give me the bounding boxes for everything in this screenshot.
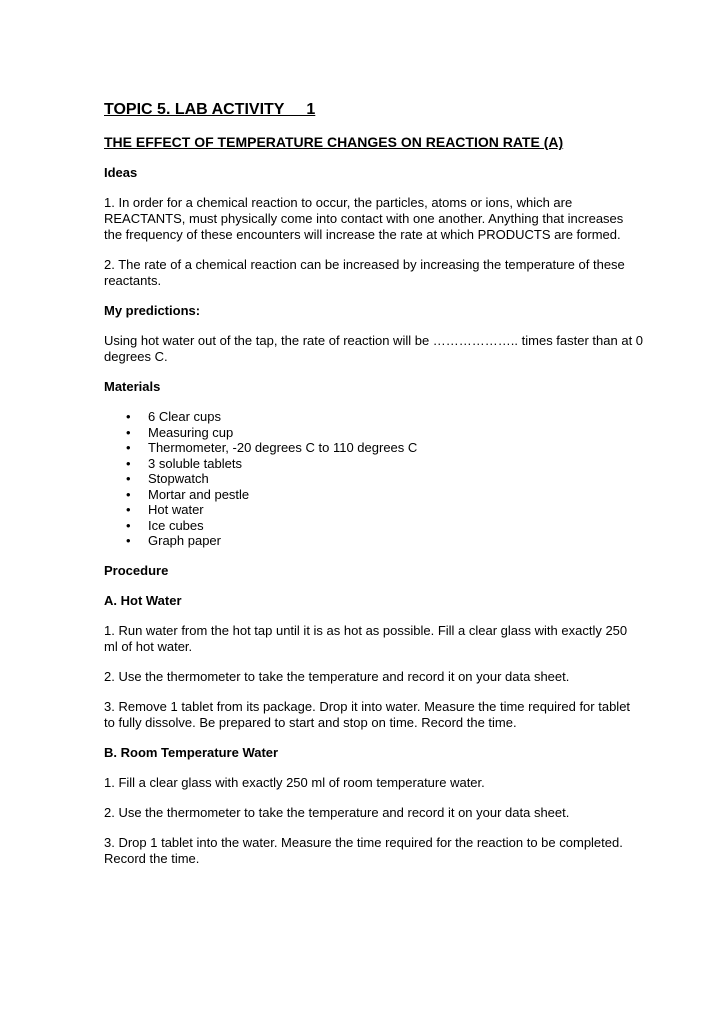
list-item — [126, 409, 644, 425]
hot-water-step-2: 2. Use the thermometer to take the temperature and record it on your data sheet. — [104, 668, 570, 684]
list-item — [126, 456, 644, 472]
room-temp-heading: B. Room Temperature Water — [104, 744, 279, 760]
bullet-icon: • — [126, 502, 131, 517]
bullet-icon: • — [126, 440, 131, 455]
list-item — [126, 440, 644, 456]
ideas-heading: Ideas — [104, 165, 138, 180]
list-item — [126, 518, 644, 534]
bullet-icon: • — [126, 471, 131, 486]
bullet-icon: • — [126, 517, 131, 533]
hot-water-step-3: 3. Remove 1 tablet from its package. Drop it into water. Measure the time required for tablet to fully dissolve. Be prepared to start and stop on time. Record the time. — [104, 698, 631, 730]
ideas-paragraph-2: 2. The rate of a chemical reaction can be increased by increasing the temperature of these reactants. — [104, 257, 625, 288]
document-title: TOPIC 5. LAB ACTIVITY 1 — [104, 101, 316, 118]
list-item — [126, 425, 644, 441]
document-subtitle: THE EFFECT OF TEMPERATURE CHANGES ON REACTION RATE (A) — [104, 134, 564, 150]
list-item — [126, 533, 644, 549]
material-label: Mortar and pestle — [148, 486, 250, 502]
material-label: Thermometer, -20 degrees C to 110 degrees C — [148, 440, 418, 455]
bullet-icon: • — [126, 424, 131, 440]
materials-heading: Materials — [104, 379, 161, 394]
bullet-icon: • — [126, 455, 131, 471]
predictions-heading: My predictions: — [104, 303, 201, 318]
material-label: Hot water — [148, 502, 204, 517]
bullet-icon: • — [126, 533, 131, 548]
room-temp-step-1: 1. Fill a clear glass with exactly 250 ml of room temperature water. — [104, 774, 485, 790]
room-temp-step-3: 3. Drop 1 tablet into the water. Measure the time required for the reaction to be completed. Record the time. — [104, 834, 623, 866]
bullet-icon: • — [126, 486, 131, 502]
material-label: Graph paper — [148, 533, 221, 548]
document-page — [104, 100, 644, 867]
predictions-text: Using hot water out of the tap, the rate of reaction will be ……………….. times faster than at 0 degrees C. — [104, 333, 644, 364]
list-item — [126, 502, 644, 518]
list-item — [126, 487, 644, 503]
material-label: Stopwatch — [148, 471, 209, 486]
list-item — [126, 471, 644, 487]
material-label: Measuring cup — [148, 424, 234, 440]
bullet-icon: • — [126, 409, 131, 424]
material-label: Ice cubes — [148, 517, 204, 533]
materials-list — [104, 409, 644, 549]
hot-water-heading: A. Hot Water — [104, 592, 182, 608]
material-label: 6 Clear cups — [148, 409, 221, 424]
room-temp-step-2: 2. Use the thermometer to take the temperature and record it on your data sheet. — [104, 804, 570, 820]
ideas-paragraph-1: 1. In order for a chemical reaction to occur, the particles, atoms or ions, which are REACTANTS, must physically come into contact with one another. Anything that increases the frequency of these encounters will increase the rate at which PRODUCTS are formed. — [104, 195, 624, 242]
material-label: 3 soluble tablets — [148, 455, 242, 471]
procedure-heading: Procedure — [104, 562, 169, 578]
hot-water-step-1: 1. Run water from the hot tap until it is as hot as possible. Fill a clear glass with exactly 250 ml of hot water. — [104, 622, 628, 654]
